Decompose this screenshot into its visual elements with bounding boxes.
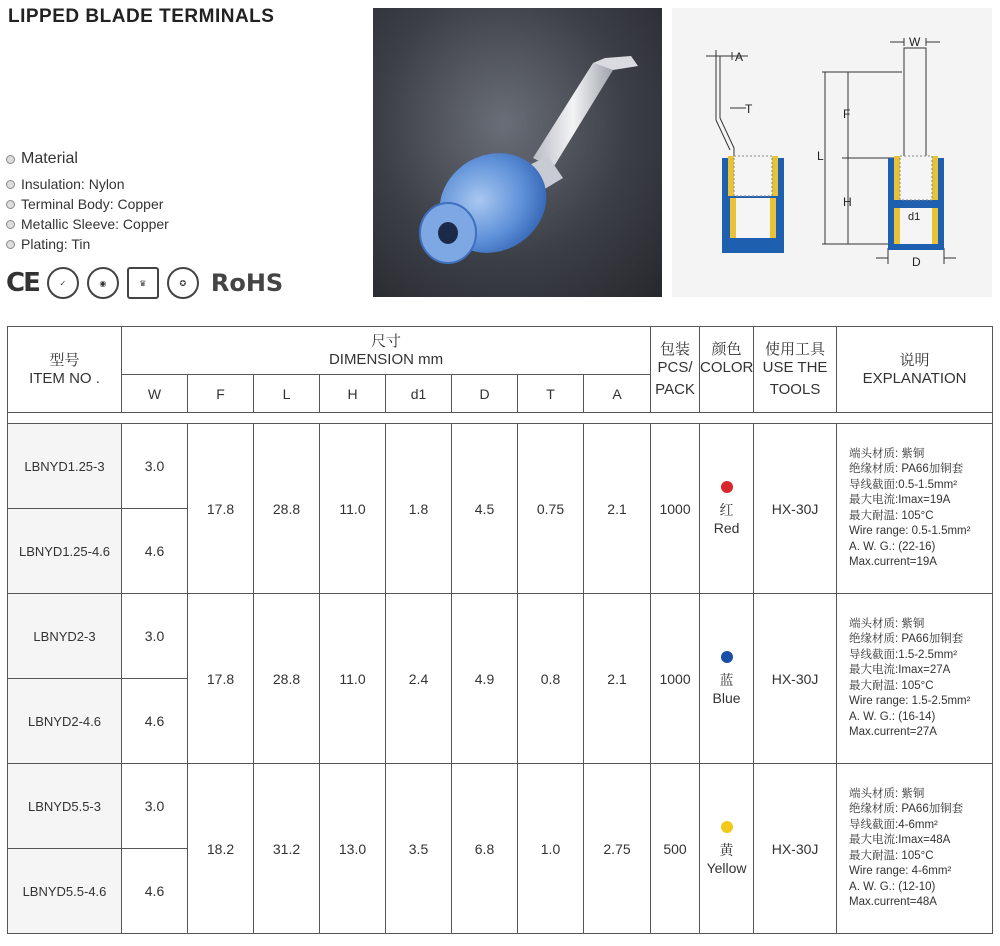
dim-h-cell: 13.0 (320, 764, 386, 934)
spec-table (7, 326, 993, 934)
material-item-text: Plating: Tin (21, 236, 91, 252)
header-color-cn: 颜色 (711, 341, 742, 358)
dim-d-cell: 4.9 (452, 594, 518, 764)
header-expl-cn: 说明 (899, 351, 930, 369)
explanation-line: 端头材质: 紫铜 (849, 447, 925, 460)
color-name-cn: 黄 (719, 842, 734, 858)
item-no-cell: LBNYD1.25-4.6 (8, 509, 122, 594)
table-row (8, 764, 993, 849)
pack-cell: 500 (651, 764, 700, 934)
color-name-cn: 红 (719, 502, 734, 518)
color-name-en: Yellow (706, 860, 747, 876)
terminal-photo-image (373, 8, 662, 297)
explanation-line: 导线截面:1.5-2.5mm² (849, 648, 958, 661)
header-dim-d1: d1 (386, 375, 452, 413)
header-item-en: ITEM NO . (29, 369, 100, 387)
explanation-line: 最大耐温: 105°C (849, 679, 934, 692)
explanation-line: Max.current=19A (849, 556, 937, 568)
table-row (8, 594, 993, 679)
dim-label-f: F (843, 107, 851, 121)
header-dim-a: A (584, 375, 651, 413)
material-item-text: Terminal Body: Copper (21, 196, 164, 212)
header-color (700, 327, 754, 413)
item-no-cell: LBNYD2-3 (8, 594, 122, 679)
explanation-line: A. W. G.: (16-14) (849, 710, 936, 723)
dim-f-cell: 17.8 (188, 594, 254, 764)
header-pack-en: PCS/ (657, 358, 693, 376)
header-pack-en: PACK (655, 380, 695, 398)
header-expl-en: EXPLANATION (862, 369, 967, 387)
header-tools-en: TOOLS (769, 380, 821, 398)
explanation-line: A. W. G.: (22-16) (849, 540, 936, 553)
sgs-seal-icon: ✪ (167, 267, 199, 299)
header-item-cn: 型号 (49, 351, 80, 369)
dim-d-cell: 6.8 (452, 764, 518, 934)
dim-label-a: A (735, 50, 744, 64)
dim-label-d1: d1 (908, 211, 921, 223)
header-tools (754, 327, 837, 413)
dim-label-w: W (909, 35, 921, 49)
material-item (6, 194, 169, 214)
explanation-line: 最大电流:Imax=27A (849, 664, 951, 676)
header-color-en: COLOR (700, 359, 754, 376)
explanation-line: Wire range: 4-6mm² (849, 865, 952, 877)
bullet-icon (6, 200, 15, 209)
item-no-cell: LBNYD5.5-3 (8, 764, 122, 849)
material-list (6, 150, 169, 254)
header-dim-t: T (518, 375, 584, 413)
dim-a-cell: 2.75 (584, 764, 651, 934)
tool-cell: HX-30J (754, 424, 837, 594)
dim-w-cell: 4.6 (122, 679, 188, 764)
header-pack-cn: 包装 (660, 340, 691, 358)
header-dim-d: D (452, 375, 518, 413)
explanation-line: Wire range: 1.5-2.5mm² (849, 695, 971, 707)
color-name-cn: 蓝 (719, 672, 734, 688)
explanation-line: Max.current=27A (849, 726, 937, 738)
material-item (6, 174, 169, 194)
bullet-icon (6, 180, 15, 189)
color-cell (700, 594, 754, 764)
dim-a-cell: 2.1 (584, 424, 651, 594)
color-dot-icon (721, 481, 733, 493)
dim-t-cell: 0.75 (518, 424, 584, 594)
dim-f-cell: 18.2 (188, 764, 254, 934)
dim-d1-cell: 3.5 (386, 764, 452, 934)
explanation-cell (837, 594, 993, 764)
material-item-text: Insulation: Nylon (21, 176, 125, 192)
material-heading-text: Material (21, 150, 78, 167)
color-name-en: Blue (712, 690, 741, 706)
table-row (8, 424, 993, 509)
item-no-cell: LBNYD1.25-3 (8, 424, 122, 509)
color-cell (700, 424, 754, 594)
header-dim-f: F (188, 375, 254, 413)
pack-cell: 1000 (651, 424, 700, 594)
dim-d1-cell: 2.4 (386, 594, 452, 764)
explanation-line: 最大电流:Imax=19A (849, 494, 951, 506)
item-no-cell: LBNYD2-4.6 (8, 679, 122, 764)
header-explanation (837, 327, 993, 413)
color-dot-icon (721, 821, 733, 833)
dim-label-l: L (817, 149, 824, 163)
material-item-text: Metallic Sleeve: Copper (21, 216, 169, 232)
dim-label-t: T (745, 102, 753, 116)
header-dim-l: L (254, 375, 320, 413)
item-no-cell: LBNYD5.5-4.6 (8, 849, 122, 934)
dim-w-cell: 3.0 (122, 764, 188, 849)
pack-cell: 1000 (651, 594, 700, 764)
explanation-line: 端头材质: 紫铜 (849, 617, 925, 630)
iso-seal-icon: ◉ (87, 267, 119, 299)
dim-l-cell: 31.2 (254, 764, 320, 934)
dim-w-cell: 4.6 (122, 509, 188, 594)
material-heading (6, 150, 169, 168)
ce-mark-logo: CE (6, 268, 39, 298)
ukas-seal-icon: ♛ (127, 267, 159, 299)
explanation-line: 导线截面:0.5-1.5mm² (849, 478, 958, 491)
quality-seal-icon: ✓ (47, 267, 79, 299)
header-dim-w: W (122, 375, 188, 413)
bullet-icon (6, 240, 15, 249)
explanation-line: 导线截面:4-6mm² (849, 818, 938, 831)
tool-cell: HX-30J (754, 594, 837, 764)
explanation-line: 最大耐温: 105°C (849, 849, 934, 862)
header-pack (651, 327, 700, 413)
tool-cell: HX-30J (754, 764, 837, 934)
color-name-en: Red (713, 520, 740, 536)
dim-w-cell: 3.0 (122, 424, 188, 509)
dim-h-cell: 11.0 (320, 594, 386, 764)
table-body (8, 424, 993, 934)
explanation-line: Max.current=48A (849, 896, 937, 908)
dim-a-cell: 2.1 (584, 594, 651, 764)
header-dim-cn: 尺寸 (371, 332, 402, 350)
dim-l-cell: 28.8 (254, 594, 320, 764)
explanation-line: Wire range: 0.5-1.5mm² (849, 525, 971, 537)
material-item (6, 234, 169, 254)
header-item-no (8, 327, 122, 413)
dim-label-d: D (912, 255, 921, 269)
page-title: LIPPED BLADE TERMINALS (8, 6, 275, 27)
certification-logos (6, 265, 283, 301)
explanation-line: 最大电流:Imax=48A (849, 834, 951, 846)
material-item (6, 214, 169, 234)
explanation-line: 绝缘材质: PA66加铜套 (849, 633, 964, 645)
dim-f-cell: 17.8 (188, 424, 254, 594)
explanation-line: 最大耐温: 105°C (849, 509, 934, 522)
dimension-diagram (672, 8, 992, 297)
header-dim-h: H (320, 375, 386, 413)
explanation-line: 端头材质: 紫铜 (849, 787, 925, 800)
header-dimension (122, 327, 651, 375)
dim-d1-cell: 1.8 (386, 424, 452, 594)
dim-w-cell: 4.6 (122, 849, 188, 934)
dim-w-cell: 3.0 (122, 594, 188, 679)
dim-t-cell: 1.0 (518, 764, 584, 934)
explanation-cell (837, 424, 993, 594)
explanation-cell (837, 764, 993, 934)
explanation-line: A. W. G.: (12-10) (849, 880, 936, 893)
product-photo (373, 8, 662, 297)
dim-label-h: H (843, 195, 852, 209)
dim-t-cell: 0.8 (518, 594, 584, 764)
bullet-icon (6, 155, 15, 164)
dim-h-cell: 11.0 (320, 424, 386, 594)
dim-d-cell: 4.5 (452, 424, 518, 594)
color-cell (700, 764, 754, 934)
explanation-line: 绝缘材质: PA66加铜套 (849, 803, 964, 815)
header-dim-en: DIMENSION mm (328, 350, 444, 368)
header-tools-cn: 使用工具 (765, 340, 826, 358)
bullet-icon (6, 220, 15, 229)
header-tools-en: USE THE (762, 358, 828, 376)
rohs-logo: RoHS (210, 269, 284, 297)
explanation-line: 绝缘材质: PA66加铜套 (849, 463, 964, 475)
color-dot-icon (721, 651, 733, 663)
dim-l-cell: 28.8 (254, 424, 320, 594)
dimension-drawing (672, 8, 992, 297)
